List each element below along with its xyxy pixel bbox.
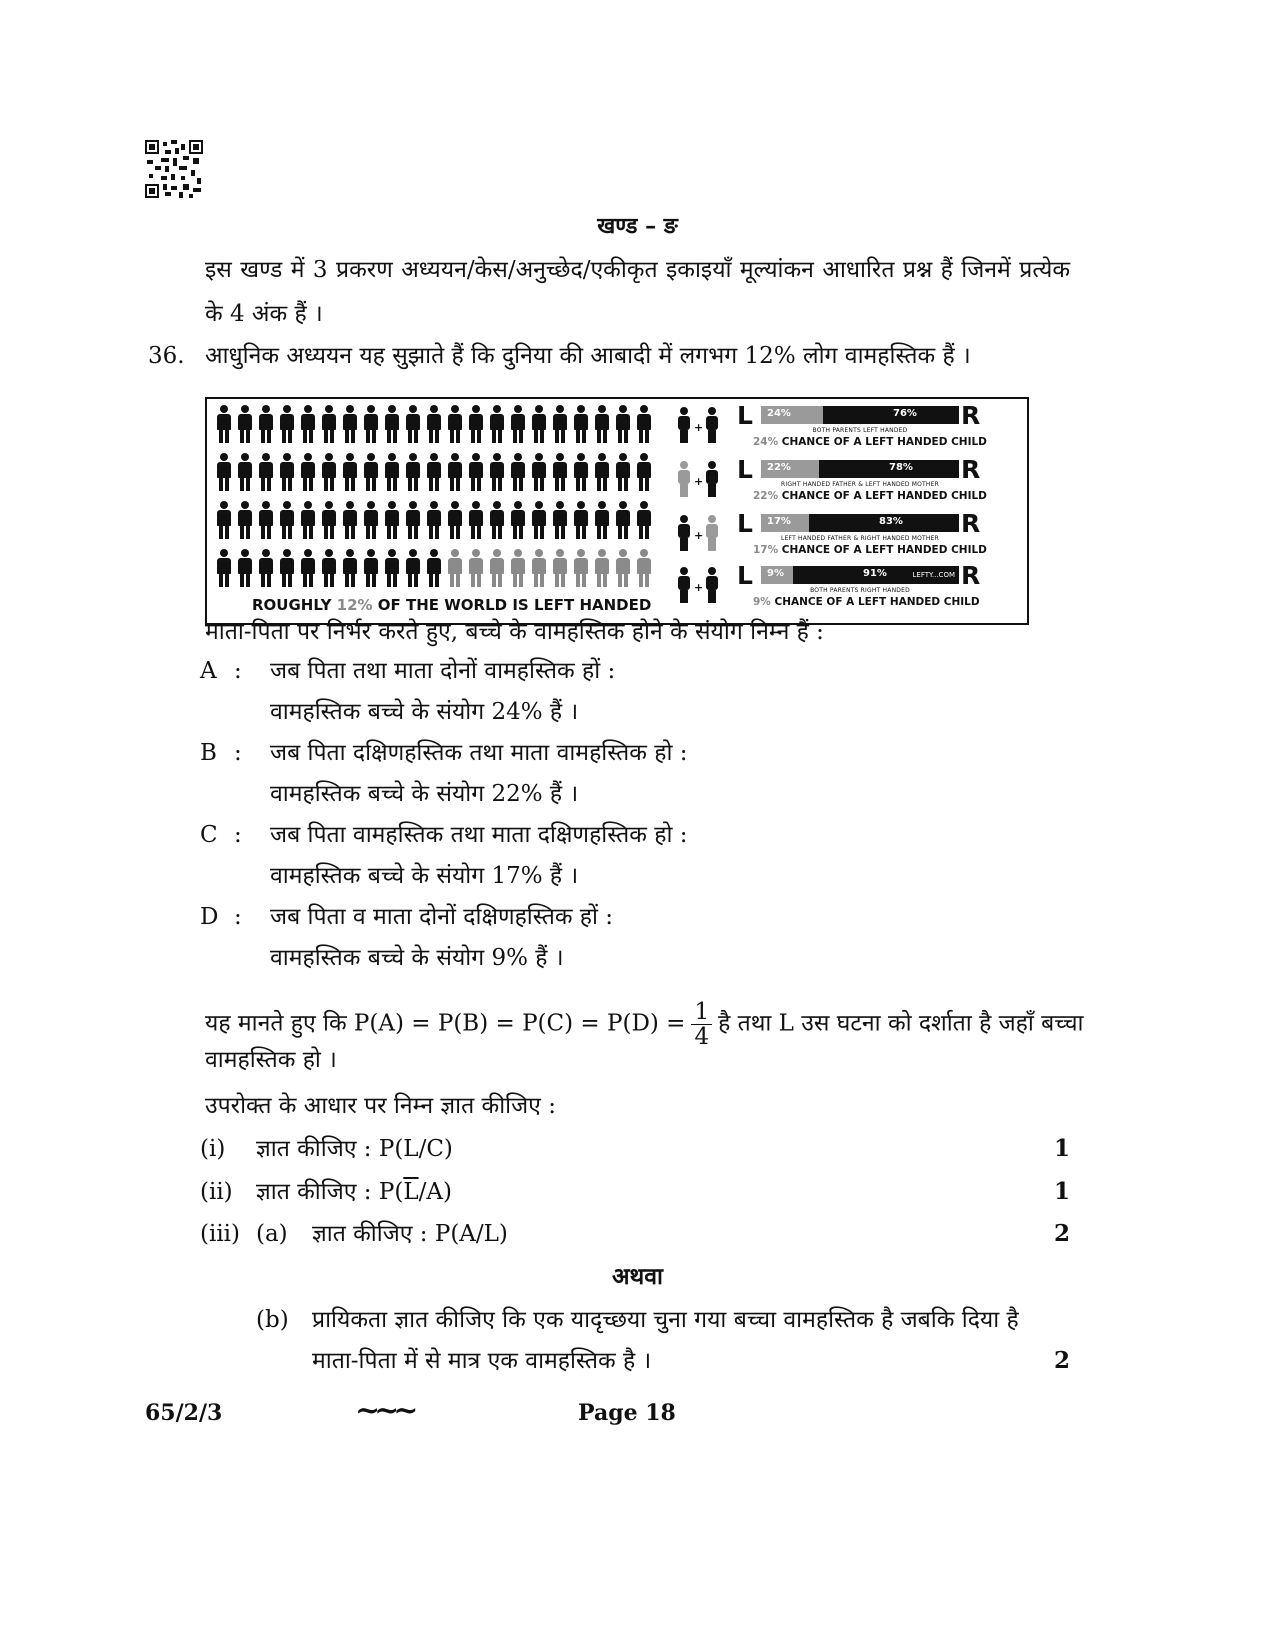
chance-bar: [761, 460, 959, 478]
person-icon: [320, 405, 338, 443]
parents-description: RIGHT HANDED FATHER & LEFT HANDED MOTHER: [780, 481, 939, 488]
mother-icon: [705, 515, 719, 551]
person-icon: [383, 501, 401, 539]
qr-code: [145, 140, 203, 198]
part-text: प्रायिकता ज्ञात कीजिए कि एक यादृच्छया चुना गया बच्चा वामहस्तिक है जबकि दिया है: [312, 1307, 1019, 1333]
person-icon: [299, 453, 317, 491]
wave-decoration: ~~~: [355, 1393, 413, 1428]
parents-description: LEFT HANDED FATHER & RIGHT HANDED MOTHER: [780, 535, 939, 542]
plus-icon: +: [694, 529, 704, 542]
case-result: वामहस्तिक बच्चे के संयोग 17% हैं ।: [270, 863, 579, 889]
person-icon: [278, 501, 296, 539]
person-icon: [593, 549, 611, 587]
part-label: (ii): [200, 1179, 233, 1205]
chance-row: [737, 403, 987, 457]
case-colon: :: [234, 740, 242, 766]
person-icon: [509, 453, 527, 491]
left-label: L: [737, 401, 753, 430]
person-icon: [488, 405, 506, 443]
person-icon: [530, 549, 548, 587]
person-icon: [467, 405, 485, 443]
right-pct: 76%: [893, 408, 917, 419]
left-pct: 17%: [767, 516, 791, 527]
people-row: [215, 501, 653, 539]
person-icon: [320, 453, 338, 491]
case-result: वामहस्तिक बच्चे के संयोग 24% हैं ।: [270, 699, 579, 725]
part-text: ज्ञात कीजिए : P(L/C): [256, 1136, 453, 1162]
person-icon: [551, 453, 569, 491]
person-icon: [614, 501, 632, 539]
person-icon: [467, 549, 485, 587]
part-marks: 1: [1053, 1178, 1070, 1205]
case-letter: B: [200, 740, 217, 766]
person-icon: [530, 501, 548, 539]
person-icon: [635, 453, 653, 491]
person-icon: [404, 501, 422, 539]
person-icon: [236, 549, 254, 587]
left-pct: 22%: [767, 462, 791, 473]
chance-label: CHANCE OF A LEFT HANDED CHILD: [778, 544, 987, 556]
person-icon: [404, 549, 422, 587]
chance-pct: 24%: [753, 436, 779, 448]
part-marks: 1: [1053, 1135, 1070, 1162]
person-icon: [278, 549, 296, 587]
right-label: R: [961, 401, 981, 430]
subpart-label: (b): [256, 1307, 289, 1333]
world-caption: ROUGHLY 12% OF THE WORLD IS LEFT HANDED: [252, 596, 652, 614]
plus-icon: +: [694, 581, 704, 594]
parents-icon: [677, 403, 723, 447]
father-icon: [677, 461, 691, 497]
person-icon: [614, 453, 632, 491]
person-icon: [362, 501, 380, 539]
person-icon: [383, 453, 401, 491]
parents-description: BOTH PARENTS LEFT HANDED: [812, 427, 908, 434]
person-icon: [299, 405, 317, 443]
person-icon: [299, 549, 317, 587]
chance-bar: [761, 406, 959, 424]
person-icon: [572, 453, 590, 491]
parents-icon: [677, 511, 723, 555]
parents-icon: [677, 563, 723, 607]
person-icon: [404, 405, 422, 443]
person-icon: [383, 405, 401, 443]
person-icon: [215, 549, 233, 587]
person-icon: [530, 405, 548, 443]
person-icon: [572, 549, 590, 587]
find-lead: उपरोक्त के आधार पर निम्न ज्ञात कीजिए :: [205, 1093, 556, 1119]
chance-bar: [761, 514, 959, 532]
chance-label: CHANCE OF A LEFT HANDED CHILD: [778, 436, 987, 448]
person-icon: [383, 549, 401, 587]
case-condition: जब पिता तथा माता दोनों वामहस्तिक हों :: [270, 658, 616, 684]
person-icon: [593, 453, 611, 491]
cases-lead: माता-पिता पर निर्भर करते हुए, बच्चे के वामहस्तिक होने के संयोग निम्न हैं :: [205, 619, 824, 645]
person-icon: [509, 549, 527, 587]
part-marks: 2: [1053, 1220, 1070, 1247]
case-colon: :: [234, 904, 242, 930]
person-icon: [551, 549, 569, 587]
person-icon: [635, 405, 653, 443]
person-icon: [488, 501, 506, 539]
question-number: 36.: [148, 343, 185, 369]
person-icon: [446, 549, 464, 587]
person-icon: [572, 405, 590, 443]
case-colon: :: [234, 658, 242, 684]
page-number: Page 18: [578, 1400, 676, 1426]
person-icon: [278, 405, 296, 443]
part-text-line2: माता-पिता में से मात्र एक वामहस्तिक है ।: [312, 1348, 652, 1374]
left-pct: 9%: [767, 568, 784, 579]
person-icon: [551, 501, 569, 539]
case-letter: C: [200, 822, 218, 848]
people-row: [215, 405, 653, 443]
right-label: R: [961, 455, 981, 484]
part-label: (iii): [200, 1221, 241, 1247]
site-label: LEFTY...COM: [912, 571, 955, 579]
section-title: खण्ड – ङ: [597, 213, 678, 239]
chance-text: [753, 596, 980, 608]
person-icon: [446, 405, 464, 443]
chance-pct: 9%: [753, 596, 771, 608]
chance-bar: [761, 566, 959, 584]
question-text: आधुनिक अध्ययन यह सुझाते हैं कि दुनिया की आबादी में लगभग 12% लोग वामहस्तिक हैं ।: [205, 343, 971, 369]
person-icon: [299, 501, 317, 539]
person-icon: [341, 549, 359, 587]
person-icon: [425, 549, 443, 587]
person-icon: [215, 501, 233, 539]
chance-text: [753, 490, 987, 502]
person-icon: [488, 549, 506, 587]
assumption-line-2: वामहस्तिक हो ।: [205, 1047, 337, 1073]
person-icon: [530, 453, 548, 491]
part-marks: 2: [1053, 1347, 1070, 1374]
right-label: R: [961, 509, 981, 538]
person-icon: [278, 453, 296, 491]
chance-row: [737, 457, 987, 511]
case-condition: जब पिता व माता दोनों दक्षिणहस्तिक हों :: [270, 904, 614, 930]
person-icon: [236, 501, 254, 539]
part-text: ज्ञात कीजिए : P(A/L): [312, 1221, 508, 1247]
person-icon: [614, 405, 632, 443]
person-icon: [257, 501, 275, 539]
case-letter: A: [200, 658, 217, 684]
person-icon: [425, 501, 443, 539]
person-icon: [635, 501, 653, 539]
chance-label: CHANCE OF A LEFT HANDED CHILD: [770, 596, 980, 608]
chance-text: [753, 544, 987, 556]
person-icon: [341, 405, 359, 443]
person-icon: [572, 501, 590, 539]
person-icon: [362, 549, 380, 587]
person-icon: [446, 501, 464, 539]
case-result: वामहस्तिक बच्चे के संयोग 9% हैं ।: [270, 945, 564, 971]
plus-icon: +: [694, 421, 704, 434]
person-icon: [614, 549, 632, 587]
right-pct: 91%: [863, 568, 887, 579]
person-icon: [257, 405, 275, 443]
subpart-label: (a): [256, 1221, 288, 1247]
person-icon: [425, 453, 443, 491]
case-colon: :: [234, 822, 242, 848]
chance-label: CHANCE OF A LEFT HANDED CHILD: [778, 490, 987, 502]
plus-icon: +: [694, 475, 704, 488]
part-text: ज्ञात कीजिए : $P(\overline{L}/A)$: [256, 1179, 452, 1205]
person-icon: [467, 501, 485, 539]
person-icon: [341, 453, 359, 491]
chance-pct: 17%: [753, 544, 779, 556]
person-icon: [488, 453, 506, 491]
left-label: L: [737, 455, 753, 484]
part-label: (i): [200, 1136, 226, 1162]
people-row: [215, 549, 653, 587]
person-icon: [236, 453, 254, 491]
mother-icon: [705, 407, 719, 443]
left-label: L: [737, 561, 753, 590]
person-icon: [320, 549, 338, 587]
person-icon: [257, 549, 275, 587]
father-icon: [677, 407, 691, 443]
case-letter: D: [200, 904, 219, 930]
left-pct: 24%: [767, 408, 791, 419]
person-icon: [635, 549, 653, 587]
right-label: R: [961, 561, 981, 590]
person-icon: [509, 501, 527, 539]
chance-row: [737, 511, 987, 565]
paper-code: 65/2/3: [145, 1400, 223, 1426]
person-icon: [257, 453, 275, 491]
chance-row: [737, 563, 987, 617]
person-icon: [215, 405, 233, 443]
father-icon: [677, 515, 691, 551]
right-pct: 83%: [879, 516, 903, 527]
person-icon: [404, 453, 422, 491]
fraction: $\frac{1}{4}$: [691, 1000, 712, 1049]
person-icon: [362, 453, 380, 491]
person-icon: [425, 405, 443, 443]
case-result: वामहस्तिक बच्चे के संयोग 22% हैं ।: [270, 781, 579, 807]
mother-icon: [705, 461, 719, 497]
person-icon: [593, 405, 611, 443]
person-icon: [551, 405, 569, 443]
left-handed-infographic: [205, 397, 1029, 625]
person-icon: [593, 501, 611, 539]
chance-text: [753, 436, 987, 448]
person-icon: [467, 453, 485, 491]
person-icon: [446, 453, 464, 491]
case-condition: जब पिता दक्षिणहस्तिक तथा माता वामहस्तिक हो :: [270, 740, 688, 766]
mother-icon: [705, 567, 719, 603]
or-label: अथवा: [611, 1263, 663, 1290]
case-condition: जब पिता वामहस्तिक तथा माता दक्षिणहस्तिक हो :: [270, 822, 688, 848]
parents-description: BOTH PARENTS RIGHT HANDED: [810, 587, 910, 594]
person-icon: [236, 405, 254, 443]
right-pct: 78%: [889, 462, 913, 473]
person-icon: [341, 501, 359, 539]
person-icon: [362, 405, 380, 443]
parents-icon: [677, 457, 723, 501]
person-icon: [215, 453, 233, 491]
people-row: [215, 453, 653, 491]
chance-pct: 22%: [753, 490, 779, 502]
father-icon: [677, 567, 691, 603]
left-label: L: [737, 509, 753, 538]
section-intro: इस खण्ड में 3 प्रकरण अध्ययन/केस/अनुच्छेद/एकीकृत इकाइयाँ मूल्यांकन आधारित प्रश्न हैं जिनमें प्रत्येक के 4 अंक हैं ।: [205, 257, 1070, 327]
person-icon: [509, 405, 527, 443]
person-icon: [320, 501, 338, 539]
assumption-line: यह मानते हुए कि P(A) = P(B) = P(C) = P(D) = $\frac{1}{4}$ है तथा L उस घटना को दर्शाता है जहाँ बच्चा: [205, 999, 1084, 1050]
